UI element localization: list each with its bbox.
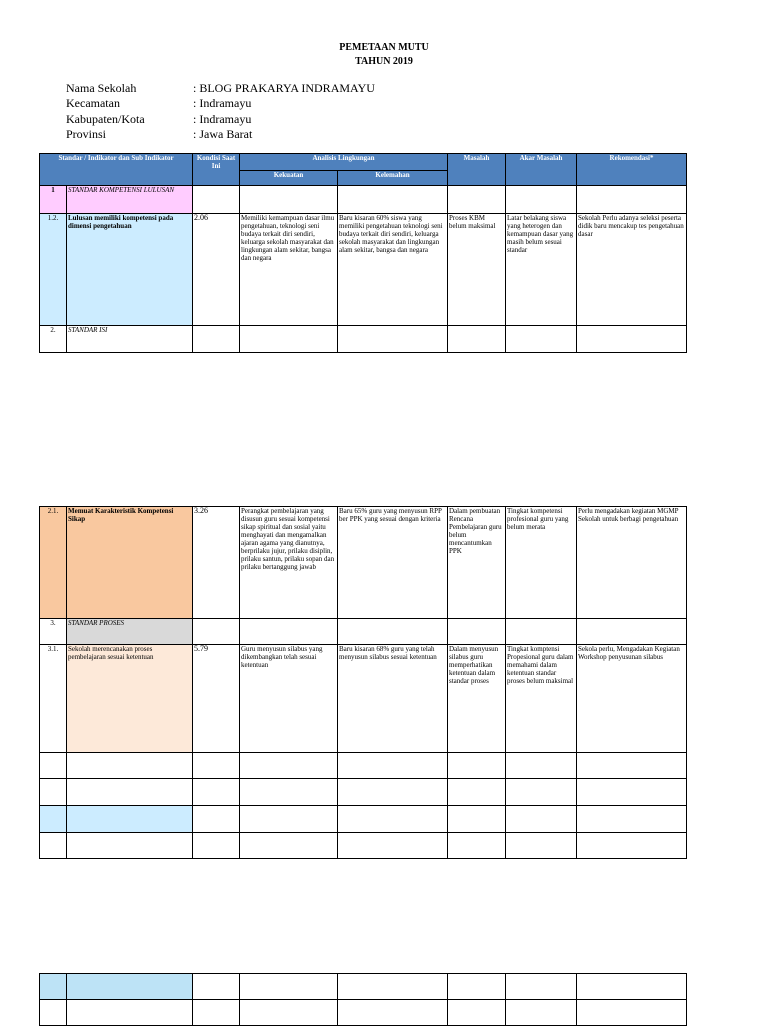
cell-empty bbox=[506, 806, 577, 833]
cell-empty bbox=[448, 779, 506, 806]
cell-empty bbox=[338, 974, 448, 1000]
cell-kekuatan: Memiliki kemampuan dasar ilmu pengetahuan, teknologi seni budaya terkait diri sendiri, keluarga sekolah masyarakat dan lingkungan alam sekitar, bangsa dan negara bbox=[240, 214, 338, 326]
cell-masalah: Dalam menyusun silabus guru memperhatikan ketentuan dalam standar proses bbox=[448, 645, 506, 753]
cell-kondisi: 5.79 bbox=[193, 645, 240, 753]
quality-mapping-table-1 bbox=[39, 153, 687, 353]
header-standar: Standar / Indikator dan Sub Indikator bbox=[40, 154, 193, 186]
cell-empty bbox=[577, 186, 687, 214]
cell-empty bbox=[193, 779, 240, 806]
cell-empty bbox=[338, 1000, 448, 1026]
header-rekomendasi: Rekomendasi* bbox=[577, 154, 687, 186]
quality-mapping-table-2 bbox=[39, 506, 687, 859]
cell-empty bbox=[577, 619, 687, 645]
cell-kelemahan: Baru kisaran 60% siswa yang memiliki pengetahuan teknologi seni budaya terkait diri sendiri, keluarga sekolah masyarakat dan lingkungan alam sekitar, bangsa dan negara bbox=[338, 214, 448, 326]
table-row bbox=[40, 186, 687, 214]
table-row bbox=[40, 974, 687, 1000]
cell-empty bbox=[448, 753, 506, 779]
cell-empty bbox=[506, 833, 577, 859]
cell-empty bbox=[67, 1000, 193, 1026]
cell-empty bbox=[40, 1000, 67, 1026]
cell-empty bbox=[577, 806, 687, 833]
table-row bbox=[40, 1000, 687, 1026]
table-row bbox=[40, 806, 687, 833]
cell-empty bbox=[448, 619, 506, 645]
cell-empty bbox=[577, 1000, 687, 1026]
cell-empty bbox=[240, 779, 338, 806]
cell-kekuatan: Guru menyusun silabus yang dikembangkan telah sesuai ketentuan bbox=[240, 645, 338, 753]
header-analisis: Analisis Lingkungan bbox=[240, 154, 448, 171]
info-value-regency: : Indramayu bbox=[193, 112, 252, 126]
row-standard-label: STANDAR PROSES bbox=[67, 619, 193, 645]
cell-akar-masalah: Tingkat komptensi Propesional guru dalam memahami dalam ketentuan standar proses belum maksimal bbox=[506, 645, 577, 753]
info-label-school: Nama Sekolah bbox=[66, 81, 137, 95]
cell-empty bbox=[40, 779, 67, 806]
table-row bbox=[40, 753, 687, 779]
cell-empty bbox=[577, 326, 687, 353]
cell-empty bbox=[506, 619, 577, 645]
table-row bbox=[40, 326, 687, 353]
cell-empty bbox=[67, 833, 193, 859]
cell-empty bbox=[506, 779, 577, 806]
cell-kelemahan: Baru 65% guru yang menyusun RPP ber PPK yang sesuai dengan kriteria bbox=[338, 507, 448, 619]
cell-empty bbox=[338, 779, 448, 806]
cell-kondisi: 3.26 bbox=[193, 507, 240, 619]
cell-empty bbox=[338, 619, 448, 645]
cell-empty bbox=[67, 974, 193, 1000]
cell-empty bbox=[40, 753, 67, 779]
cell-empty bbox=[193, 326, 240, 353]
cell-empty bbox=[67, 753, 193, 779]
cell-empty bbox=[240, 806, 338, 833]
cell-empty bbox=[506, 186, 577, 214]
row-number: 3.1. bbox=[40, 645, 67, 753]
table-row bbox=[40, 645, 687, 753]
info-value-school: : BLOG PRAKARYA INDRAMAYU bbox=[193, 81, 375, 95]
cell-empty bbox=[240, 974, 338, 1000]
cell-empty bbox=[448, 833, 506, 859]
cell-rekomendasi: Sekola perlu, Mengadakan Kegiatan Workshop penyusunan silabus bbox=[577, 645, 687, 753]
cell-empty bbox=[193, 1000, 240, 1026]
cell-empty bbox=[240, 753, 338, 779]
cell-empty bbox=[338, 753, 448, 779]
page-year: TAHUN 2019 bbox=[355, 56, 413, 67]
row-number: 1.2. bbox=[40, 214, 67, 326]
cell-empty bbox=[67, 779, 193, 806]
info-value-district: : Indramayu bbox=[193, 96, 252, 110]
row-indicator-label: Lulusan memiliki kompetensi pada dimensi pengetahuan bbox=[67, 214, 193, 326]
table-row bbox=[40, 214, 687, 326]
cell-rekomendasi: Sekolah Perlu adanya seleksi peserta didik baru mencakup tes pengetahuan dasar bbox=[577, 214, 687, 326]
cell-empty bbox=[193, 806, 240, 833]
cell-empty bbox=[193, 833, 240, 859]
row-indicator-label: Sekolah merencanakan proses pembelajaran sesuai ketentuan bbox=[67, 645, 193, 753]
cell-empty bbox=[577, 753, 687, 779]
row-standard-label: STANDAR KOMPETENSI LULUSAN bbox=[67, 186, 193, 214]
info-label-province: Provinsi bbox=[66, 127, 107, 141]
cell-empty bbox=[193, 186, 240, 214]
cell-empty bbox=[240, 326, 338, 353]
info-label-district: Kecamatan bbox=[66, 96, 120, 110]
cell-empty bbox=[240, 619, 338, 645]
cell-masalah: Proses KBM belum maksimal bbox=[448, 214, 506, 326]
row-number: 2.1. bbox=[40, 507, 67, 619]
cell-kekuatan: Perangkat pembelajaran yang disusun guru sesuai kompetensi sikap spiritual dan sosial yaitu menghayati dan mengamalkan ajaran agama yang dianutnya, berprilaku jujur, prilaku disiplin, prilaku santun, prilaku sopan dan prilaku bertanggung jawab bbox=[240, 507, 338, 619]
page-title: PEMETAAN MUTU bbox=[339, 42, 429, 53]
cell-empty bbox=[448, 974, 506, 1000]
cell-empty bbox=[338, 186, 448, 214]
cell-empty bbox=[577, 974, 687, 1000]
cell-empty bbox=[448, 186, 506, 214]
cell-empty bbox=[193, 974, 240, 1000]
cell-empty bbox=[448, 326, 506, 353]
header-akar-masalah: Akar Masalah bbox=[506, 154, 577, 186]
cell-empty bbox=[240, 833, 338, 859]
cell-empty bbox=[506, 1000, 577, 1026]
header-kelemahan: Kelemahan bbox=[338, 171, 448, 186]
cell-empty bbox=[506, 753, 577, 779]
row-indicator-label: Memuat Karakteristik Kompetensi Sikap bbox=[67, 507, 193, 619]
cell-empty bbox=[338, 326, 448, 353]
header-masalah: Masalah bbox=[448, 154, 506, 186]
row-number: 1 bbox=[40, 186, 67, 214]
cell-empty bbox=[577, 779, 687, 806]
cell-empty bbox=[338, 806, 448, 833]
cell-empty bbox=[40, 833, 67, 859]
cell-empty bbox=[506, 326, 577, 353]
cell-kelemahan: Baru kisaran 68% guru yang telah menyusun silabus sesuai ketentuan bbox=[338, 645, 448, 753]
cell-empty bbox=[506, 974, 577, 1000]
cell-empty bbox=[40, 806, 67, 833]
cell-masalah: Dalam pembuatan Rencana Pembelajaran guru belum mencantumkan PPK bbox=[448, 507, 506, 619]
cell-empty bbox=[40, 974, 67, 1000]
cell-empty bbox=[577, 833, 687, 859]
cell-empty bbox=[240, 186, 338, 214]
table-row bbox=[40, 833, 687, 859]
info-value-province: : Jawa Barat bbox=[193, 127, 253, 141]
header-kekuatan: Kekuatan bbox=[240, 171, 338, 186]
cell-empty bbox=[338, 833, 448, 859]
table-row bbox=[40, 779, 687, 806]
table-row bbox=[40, 507, 687, 619]
cell-empty bbox=[67, 806, 193, 833]
cell-akar-masalah: Latar belakang siswa yang heterogen dan kemampuan dasar yang masih belum sesuai standar bbox=[506, 214, 577, 326]
info-label-regency: Kabupaten/Kota bbox=[66, 112, 145, 126]
header-kondisi: Kondisi Saat Ini bbox=[193, 154, 240, 186]
cell-empty bbox=[193, 753, 240, 779]
cell-empty bbox=[448, 806, 506, 833]
cell-rekomendasi: Perlu mengadakan kegiatan MGMP Sekolah untuk berbagi pengetahuan bbox=[577, 507, 687, 619]
row-number: 2. bbox=[40, 326, 67, 353]
cell-empty bbox=[193, 619, 240, 645]
table-row bbox=[40, 619, 687, 645]
cell-empty bbox=[240, 1000, 338, 1026]
cell-empty bbox=[448, 1000, 506, 1026]
quality-mapping-table-3 bbox=[39, 973, 687, 1026]
cell-akar-masalah: Tingkat kompetensi profesional guru yang belum merata bbox=[506, 507, 577, 619]
cell-kondisi: 2.06 bbox=[193, 214, 240, 326]
row-number: 3. bbox=[40, 619, 67, 645]
row-standard-label: STANDAR ISI bbox=[67, 326, 193, 353]
